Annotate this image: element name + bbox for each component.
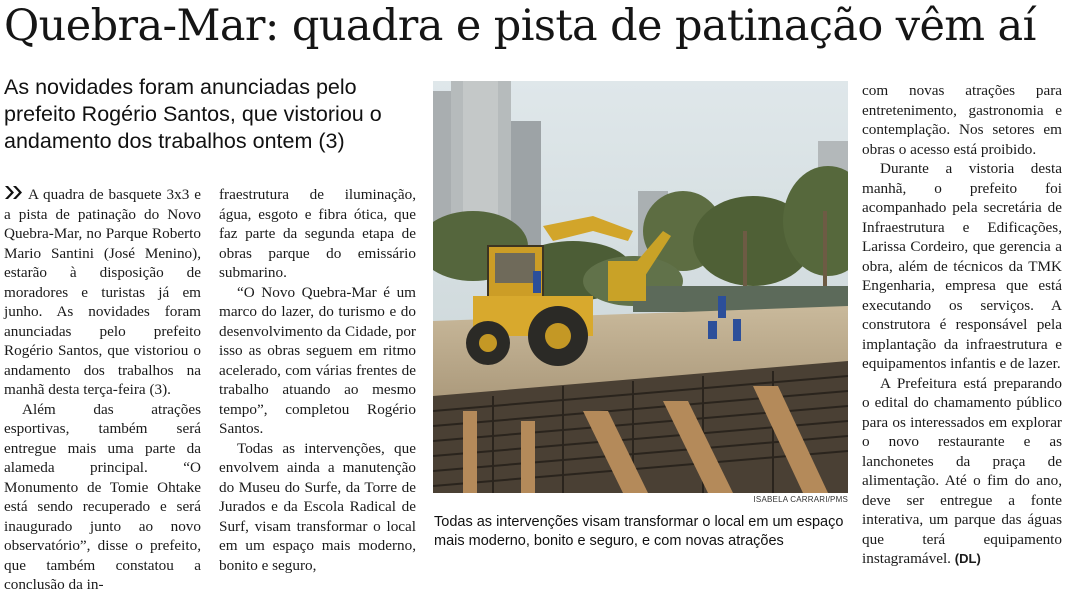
paragraph bbox=[4, 185, 201, 400]
photo-credit: ISABELA CARRARI/PMS bbox=[753, 495, 848, 504]
paragraph-text: A quadra de basquete 3x3 e a pista de patinação do Novo Quebra-Mar, no Parque Roberto Mario Santini (José Menino), estarão à disposição de moradores e turistas já em junho. As novidades foram anunciadas pelo prefeito Rogério Santos, que vistoriou o andamento dos trabalhos na manhã desta terça-feira (3). bbox=[4, 186, 201, 398]
paragraph: Todas as intervenções, que envolvem ainda a manutenção do Museu do Surfe, da Torre de Jurados e da Escola Radical de Surf, visam transformar o local em um espaço mais moderno, bonito e seguro, bbox=[219, 439, 416, 574]
headline: Quebra-Mar: quadra e pista de patinação vêm aí bbox=[4, 1, 1036, 51]
paragraph: Além das atrações esportivas, também será entregue mais uma parte da alameda principal. “O Monumento de Tomie Ohtake está sendo recuperado e será inaugurado junto ao novo observatório”, disse o prefeito, que também constatou a conclusão da in- bbox=[4, 400, 201, 593]
chevron-right-icon bbox=[4, 185, 24, 200]
photo-caption: Todas as intervenções visam transformar o local em um espaço mais moderno, bonito e seguro, e com novas atrações bbox=[434, 514, 844, 549]
paragraph: “O Novo Quebra-Mar é um marco do lazer, do turismo e do desenvolvimento da Cidade, por isso as obras seguem em ritmo acelerado, com várias frentes de trabalho atuando ao mesmo tempo”, completou Rogério Santos. bbox=[219, 283, 416, 437]
article-column-3 bbox=[862, 81, 1062, 569]
paragraph bbox=[862, 374, 1062, 569]
article-column-2 bbox=[219, 185, 416, 575]
paragraph-text: A Prefeitura está preparando o edital do chamamento público para os interessados em explorar o novo restaurante e as lanchonetes da praça de alimentação. Até o fim do ano, deve ser entregue a fonte interativa, um parque das águas que terá equipamento instagramável. bbox=[862, 374, 1062, 567]
paragraph: com novas atrações para entretenimento, gastronomia e contemplação. Nos setores em obras o acesso está proibido. bbox=[862, 82, 1062, 158]
construction-photo bbox=[433, 81, 848, 493]
author-signature: (DL) bbox=[954, 551, 981, 566]
article-column-1 bbox=[4, 185, 201, 595]
subheadline: As novidades foram anunciadas pelo prefeito Rogério Santos, que vistoriou o andamento dos trabalhos ontem (3) bbox=[4, 75, 382, 153]
paragraph: fraestrutura de iluminação, água, esgoto e fibra ótica, que faz parte da segunda etapa de obras parque do emissário submarino. bbox=[219, 186, 416, 281]
paragraph: Durante a vistoria desta manhã, o prefeito foi acompanhado pela secretária de Infraestrutura e Edificações, Larissa Cordeiro, que gerencia a obra, além de técnicos da TMK Engenharia, empresa que está executando os serviços. A construtora é responsável pela implantação da infraestrutura e equipamentos infantis e de lazer. bbox=[862, 160, 1062, 372]
